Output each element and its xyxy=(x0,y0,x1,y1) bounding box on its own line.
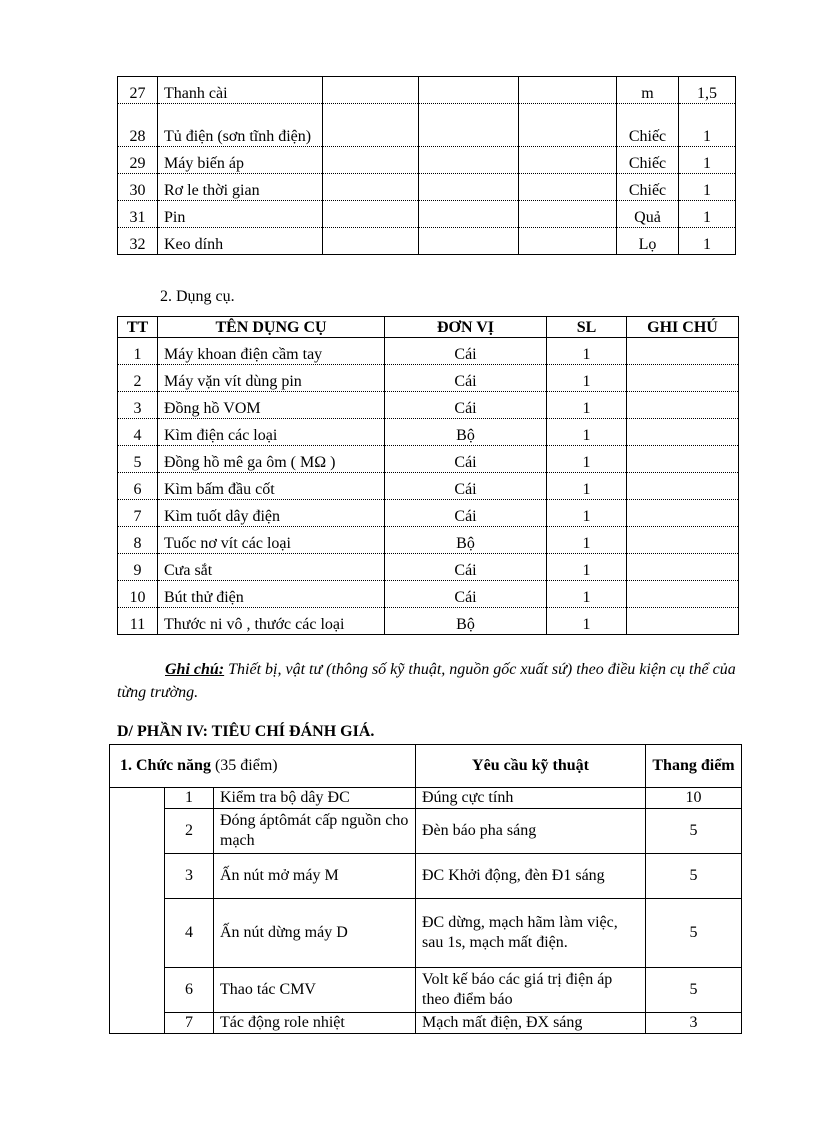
note-cell xyxy=(627,608,739,635)
header-qty: SL xyxy=(547,317,627,338)
table-row xyxy=(118,419,739,446)
unit-cell: Bộ xyxy=(385,419,547,446)
note-cell xyxy=(627,392,739,419)
empty-cell xyxy=(323,104,419,147)
row-number: 30 xyxy=(118,174,158,201)
tool-name: Đồng hồ mê ga ôm ( MΩ ) xyxy=(158,446,385,473)
requirement-cell: Đèn báo pha sáng xyxy=(416,809,646,854)
empty-cell xyxy=(519,201,617,228)
table-row xyxy=(110,1013,742,1034)
table-row xyxy=(110,968,742,1013)
qty-cell: 1 xyxy=(679,201,736,228)
tools-table xyxy=(117,316,739,635)
action-cell: Kiểm tra bộ dây ĐC xyxy=(214,788,416,809)
material-name: Pin xyxy=(158,201,323,228)
requirement-cell: ĐC Khởi động, đèn Đ1 sáng xyxy=(416,854,646,899)
row-number: 5 xyxy=(118,446,158,473)
empty-cell xyxy=(419,104,519,147)
table-row xyxy=(118,174,736,201)
empty-cell xyxy=(419,174,519,201)
empty-cell xyxy=(323,147,419,174)
note-label: Ghi chú: xyxy=(165,661,225,678)
qty-cell: 1,5 xyxy=(679,77,736,104)
note-paragraph xyxy=(117,658,742,704)
empty-cell xyxy=(419,228,519,255)
unit-cell: Cái xyxy=(385,581,547,608)
row-number: 2 xyxy=(165,809,214,854)
table-row xyxy=(118,201,736,228)
action-cell: Ấn nút mở máy M xyxy=(214,854,416,899)
qty-cell: 1 xyxy=(547,446,627,473)
qty-cell: 1 xyxy=(547,473,627,500)
row-number: 31 xyxy=(118,201,158,228)
unit-cell: Chiếc xyxy=(617,174,679,201)
header-name: TÊN DỤNG CỤ xyxy=(158,317,385,338)
tool-name: Tuốc nơ vít các loại xyxy=(158,527,385,554)
blank-cell xyxy=(110,788,165,1034)
empty-cell xyxy=(419,201,519,228)
material-name: Tủ điện (sơn tĩnh điện) xyxy=(158,104,323,147)
row-number: 3 xyxy=(118,392,158,419)
score-cell: 3 xyxy=(646,1013,742,1034)
row-number: 7 xyxy=(118,500,158,527)
header-note: GHI CHÚ xyxy=(627,317,739,338)
qty-cell: 1 xyxy=(547,554,627,581)
header-unit: ĐƠN VỊ xyxy=(385,317,547,338)
empty-cell xyxy=(519,147,617,174)
table-row xyxy=(118,365,739,392)
qty-cell: 1 xyxy=(679,228,736,255)
table-row xyxy=(118,228,736,255)
row-number: 28 xyxy=(118,104,158,147)
table-row xyxy=(118,473,739,500)
score-cell: 5 xyxy=(646,854,742,899)
qty-cell: 1 xyxy=(547,608,627,635)
empty-cell xyxy=(519,174,617,201)
row-number: 4 xyxy=(118,419,158,446)
score-cell: 5 xyxy=(646,809,742,854)
action-cell: Thao tác CMV xyxy=(214,968,416,1013)
unit-cell: Bộ xyxy=(385,608,547,635)
material-name: Keo dính xyxy=(158,228,323,255)
score-cell: 10 xyxy=(646,788,742,809)
qty-cell: 1 xyxy=(547,527,627,554)
qty-cell: 1 xyxy=(547,581,627,608)
row-number: 11 xyxy=(118,608,158,635)
requirement-cell: Đúng cực tính xyxy=(416,788,646,809)
table-row xyxy=(118,392,739,419)
row-number: 6 xyxy=(165,968,214,1013)
qty-cell: 1 xyxy=(547,419,627,446)
row-number: 27 xyxy=(118,77,158,104)
empty-cell xyxy=(419,77,519,104)
tool-name: Cưa sắt xyxy=(158,554,385,581)
table-row xyxy=(118,608,739,635)
unit-cell: Lọ xyxy=(617,228,679,255)
empty-cell xyxy=(323,201,419,228)
unit-cell: Cái xyxy=(385,392,547,419)
note-cell xyxy=(627,581,739,608)
unit-cell: Cái xyxy=(385,554,547,581)
table-row xyxy=(118,527,739,554)
tool-name: Kìm điện các loại xyxy=(158,419,385,446)
header-requirement: Yêu cầu kỹ thuật xyxy=(416,745,646,788)
row-number: 4 xyxy=(165,899,214,968)
unit-cell: Cái xyxy=(385,365,547,392)
action-cell: Ấn nút dừng máy D xyxy=(214,899,416,968)
table-row xyxy=(118,77,736,104)
score-cell: 5 xyxy=(646,968,742,1013)
table-row xyxy=(110,809,742,854)
header-tt: TT xyxy=(118,317,158,338)
header-scale: Thang điểm xyxy=(646,745,742,788)
requirement-cell: ĐC dừng, mạch hãm làm việc, sau 1s, mạch mất điện. xyxy=(416,899,646,968)
empty-cell xyxy=(519,228,617,255)
note-cell xyxy=(627,473,739,500)
material-name: Rơ le thời gian xyxy=(158,174,323,201)
note-cell xyxy=(627,419,739,446)
requirement-cell: Mạch mất điện, ĐX sáng xyxy=(416,1013,646,1034)
tool-name: Kìm bấm đầu cốt xyxy=(158,473,385,500)
material-name: Máy biến áp xyxy=(158,147,323,174)
header-function: 1. Chức năng (35 điểm) xyxy=(110,745,416,788)
qty-cell: 1 xyxy=(679,174,736,201)
table-row xyxy=(118,104,736,147)
qty-cell: 1 xyxy=(547,365,627,392)
section4-heading: D/ PHẦN IV: TIÊU CHÍ ĐÁNH GIÁ. xyxy=(117,723,375,740)
note-cell xyxy=(627,338,739,365)
qty-cell: 1 xyxy=(679,104,736,147)
unit-cell: Bộ xyxy=(385,527,547,554)
note-cell xyxy=(627,554,739,581)
table-row xyxy=(110,899,742,968)
qty-cell: 1 xyxy=(547,500,627,527)
note-text: Thiết bị, vật tư (thông số kỹ thuật, nguồn gốc xuất sứ) theo điều kiện cụ thể của từng trường. xyxy=(117,661,736,701)
table-row xyxy=(118,147,736,174)
tools-header-row xyxy=(118,317,739,338)
unit-cell: Cái xyxy=(385,446,547,473)
unit-cell: Cái xyxy=(385,338,547,365)
action-cell: Đóng áptômát cấp nguồn cho mạch xyxy=(214,809,416,854)
empty-cell xyxy=(519,77,617,104)
row-number: 10 xyxy=(118,581,158,608)
note-cell xyxy=(627,527,739,554)
tool-name: Đồng hồ VOM xyxy=(158,392,385,419)
score-cell: 5 xyxy=(646,899,742,968)
qty-cell: 1 xyxy=(679,147,736,174)
unit-cell: Cái xyxy=(385,473,547,500)
material-name: Thanh cài xyxy=(158,77,323,104)
tool-name: Máy vặn vít dùng pin xyxy=(158,365,385,392)
empty-cell xyxy=(419,147,519,174)
table-row xyxy=(118,554,739,581)
row-number: 8 xyxy=(118,527,158,554)
row-number: 29 xyxy=(118,147,158,174)
table-row xyxy=(118,338,739,365)
unit-cell: Chiếc xyxy=(617,147,679,174)
row-number: 9 xyxy=(118,554,158,581)
tool-name: Kìm tuốt dây điện xyxy=(158,500,385,527)
empty-cell xyxy=(323,174,419,201)
qty-cell: 1 xyxy=(547,338,627,365)
requirement-cell: Volt kế báo các giá trị điện áp theo điểm báo xyxy=(416,968,646,1013)
row-number: 1 xyxy=(118,338,158,365)
unit-cell: Chiếc xyxy=(617,104,679,147)
empty-cell xyxy=(323,228,419,255)
action-cell: Tác động role nhiệt xyxy=(214,1013,416,1034)
row-number: 32 xyxy=(118,228,158,255)
empty-cell xyxy=(323,77,419,104)
tool-name: Máy khoan điện cầm tay xyxy=(158,338,385,365)
row-number: 7 xyxy=(165,1013,214,1034)
note-cell xyxy=(627,365,739,392)
row-number: 2 xyxy=(118,365,158,392)
unit-cell: Quả xyxy=(617,201,679,228)
row-number: 6 xyxy=(118,473,158,500)
note-cell xyxy=(627,500,739,527)
materials-table xyxy=(117,76,736,255)
note-cell xyxy=(627,446,739,473)
table-row xyxy=(110,788,742,809)
criteria-table xyxy=(109,744,742,1034)
table-row xyxy=(110,854,742,899)
table-row xyxy=(118,581,739,608)
table-row xyxy=(118,500,739,527)
row-number: 3 xyxy=(165,854,214,899)
table-row xyxy=(118,446,739,473)
empty-cell xyxy=(519,104,617,147)
qty-cell: 1 xyxy=(547,392,627,419)
criteria-header-row xyxy=(110,745,742,788)
tools-heading: 2. Dụng cụ. xyxy=(160,288,235,305)
tool-name: Thước ni vô , thước các loại xyxy=(158,608,385,635)
row-number: 1 xyxy=(165,788,214,809)
tool-name: Bút thử điện xyxy=(158,581,385,608)
unit-cell: Cái xyxy=(385,500,547,527)
unit-cell: m xyxy=(617,77,679,104)
